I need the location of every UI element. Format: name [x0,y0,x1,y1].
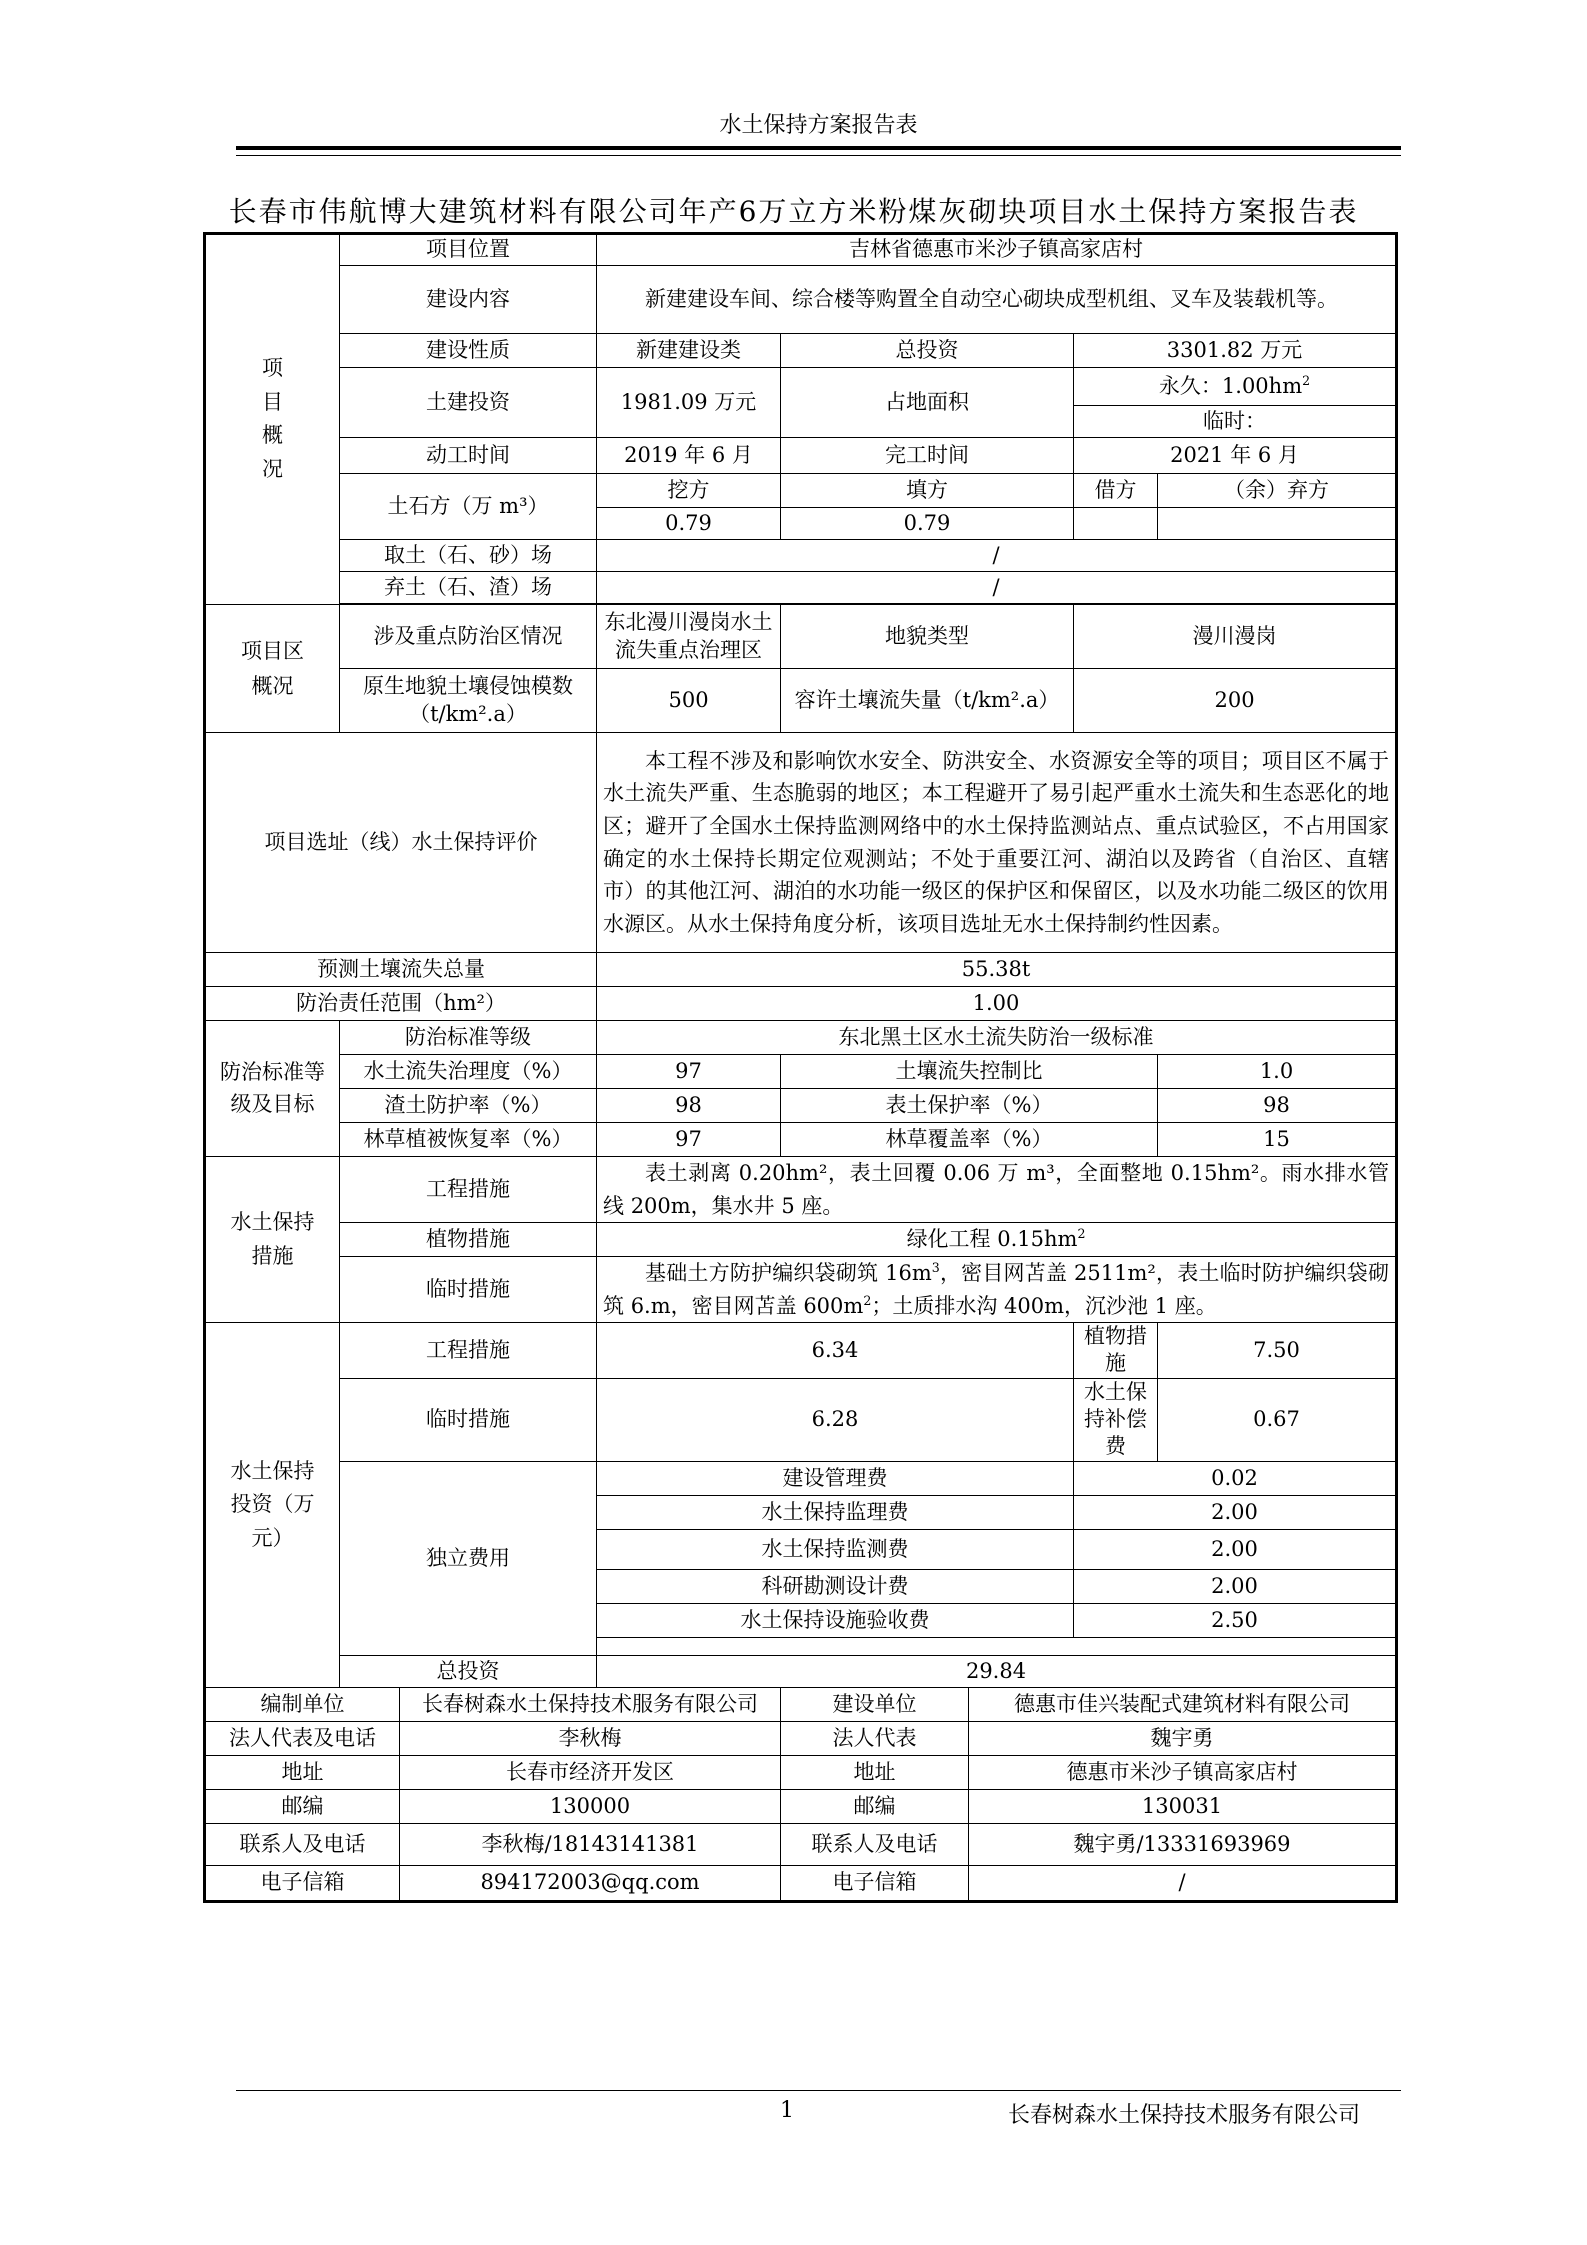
location-value: 吉林省德惠市米沙子镇高家店村 [597,234,1397,266]
investment-plant-value: 7.50 [1158,1323,1397,1379]
spoil-site-label: 弃土（石、渣）场 [340,572,597,604]
area-group-label: 项目区概况 [205,605,340,733]
engineering-measures-label: 工程措施 [340,1157,597,1223]
land-area-permanent: 永久：$1.00hm^2$ [1074,368,1397,406]
total-investment-label: 总投资 [781,334,1074,368]
independent-cost-value: 0.02 [1074,1461,1397,1495]
target-label: 林草覆盖率（%） [781,1123,1158,1157]
landform-label: 地貌类型 [781,605,1074,669]
erosion-modulus-label: 原生地貌土壤侵蚀模数（t/km².a） [340,669,597,733]
footer-company: 长春树森水土保持技术服务有限公司 [1007,2103,1360,2128]
target-value: 97 [597,1055,781,1089]
contact-label: 法人代表及电话 [205,1721,400,1755]
spoil-site-value: / [597,572,1397,604]
target-value: 98 [1158,1089,1397,1123]
standard-grade-value: 东北黑土区水土流失防治一级标准 [597,1021,1397,1055]
site-evaluation-text: 本工程不涉及和影响饮水安全、防洪安全、水资源安全等的项目；项目区不属于水土流失严重、生态脆弱的地区；本工程避开了易引起严重水土流失和生态恶化的地区；避开了全国水土保持监测网络中的水土保持监测站点、重点试验区，不占用国家确定的水土保持长期定位观测站；不处于重要江河、湖泊以及跨省（自治区、直辖市）的其他江河、湖泊的水功能一级区的保护区和保留区，以及水功能二级区的饮用水源区。从水土保持角度分析，该项目选址无水土保持制约性因素。 [597,733,1397,953]
key-zone-label: 涉及重点防治区情况 [340,605,597,669]
header-rule-thick [236,146,1401,150]
contact-value: 长春树森水土保持技术服务有限公司 [400,1687,781,1721]
overview-group-label: 项目概况 [205,234,340,605]
borrow-site-label: 取土（石、砂）场 [340,540,597,572]
predicted-loss-label: 预测土壤流失总量 [205,953,597,987]
total-investment-sum-label: 总投资 [340,1655,597,1687]
page-header: 水土保持方案报告表 [719,113,918,138]
allowable-loss-label: 容许土壤流失量（t/km².a） [781,669,1074,733]
earthwork-label: 土石方（万 m³） [340,474,597,540]
investment-plant-label: 植物措施 [1074,1323,1158,1379]
contact-label: 邮编 [205,1789,400,1823]
target-value: 15 [1158,1123,1397,1157]
independent-cost-label: 科研勘测设计费 [597,1569,1074,1603]
contact-label: 法人代表 [781,1721,969,1755]
temporary-measures-label: 临时措施 [340,1257,597,1323]
contact-label: 编制单位 [205,1687,400,1721]
contact-value: 130031 [969,1789,1397,1823]
investment-engineering-label: 工程措施 [340,1323,597,1379]
target-value: 98 [597,1089,781,1123]
document-title: 长春市伟航博大建筑材料有限公司年产6万立方米粉煤灰砌块项目水土保持方案报告表 [228,195,1359,228]
site-evaluation-label: 项目选址（线）水土保持评价 [205,733,597,953]
plant-measures-label: 植物措施 [340,1223,597,1257]
target-value: 1.0 [1158,1055,1397,1089]
independent-cost-value: 2.50 [1074,1603,1397,1637]
contact-value: 德惠市米沙子镇高家店村 [969,1755,1397,1789]
target-label: 表土保护率（%） [781,1089,1158,1123]
allowable-loss-value: 200 [1074,669,1397,733]
header-rule-thin [236,155,1401,156]
target-label: 土壤流失控制比 [781,1055,1158,1089]
footer-rule [236,2090,1401,2091]
civil-investment-label: 土建投资 [340,368,597,438]
location-label: 项目位置 [340,234,597,266]
engineering-measures-text: 表土剥离 0.20hm²，表土回覆 0.06 万 m³，全面整地 0.15hm²。雨水排水管线 200m，集水井 5 座。 [597,1157,1397,1223]
independent-cost-label: 水土保持监理费 [597,1495,1074,1529]
contact-value: 李秋梅/18143141381 [400,1823,781,1865]
contact-label: 联系人及电话 [781,1823,969,1865]
land-area-temporary: 临时： [1074,406,1397,438]
contact-value: 894172003@qq.com [400,1865,781,1901]
contact-label: 地址 [205,1755,400,1789]
key-zone-value: 东北漫川漫岗水土流失重点治理区 [597,605,781,669]
investment-engineering-value: 6.34 [597,1323,1074,1379]
measures-group-label: 水土保持措施 [205,1157,340,1323]
independent-cost-label: 水土保持设施验收费 [597,1603,1074,1637]
contact-label: 电子信箱 [781,1865,969,1901]
contact-label: 联系人及电话 [205,1823,400,1865]
start-time-value: 2019 年 6 月 [597,438,781,474]
nature-value: 新建建设类 [597,334,781,368]
contact-label: 邮编 [781,1789,969,1823]
independent-cost-value: 2.00 [1074,1495,1397,1529]
earthwork-header-spoil: （余）弃方 [1158,474,1397,508]
compensation-fee-value: 0.67 [1158,1378,1397,1461]
plant-measures-text: 绿化工程 $0.15hm^2$ [597,1223,1397,1257]
total-investment-value: 3301.82 万元 [1074,334,1397,368]
target-label: 林草植被恢复率（%） [340,1123,597,1157]
standard-grade-label: 防治标准等级 [340,1021,597,1055]
temporary-measures-text: 基础土方防护编织袋砌筑 $16m^3$，密目网苫盖 2511m²，表土临时防护编织袋砌筑 6.m，密目网苫盖 $600m^2$；土质排水沟 400m，沉沙池 1 座。 [597,1257,1397,1323]
target-label: 渣土防护率（%） [340,1089,597,1123]
contact-value: 德惠市佳兴装配式建筑材料有限公司 [969,1687,1397,1721]
responsibility-range-value: 1.00 [597,987,1397,1021]
content-value: 新建建设车间、综合楼等购置全自动空心砌块成型机组、叉车及装载机等。 [597,266,1397,334]
contact-label: 建设单位 [781,1687,969,1721]
independent-costs-label: 独立费用 [340,1461,597,1655]
responsibility-range-label: 防治责任范围（hm²） [205,987,597,1021]
independent-cost-label: 建设管理费 [597,1461,1074,1495]
earthwork-value-cut: 0.79 [597,508,781,540]
predicted-loss-value: 55.38t [597,953,1397,987]
earthwork-value-spoil [1158,508,1397,540]
contact-value: 长春市经济开发区 [400,1755,781,1789]
earthwork-header-borrow: 借方 [1074,474,1158,508]
contact-value: 魏宇勇/13331693969 [969,1823,1397,1865]
end-time-label: 完工时间 [781,438,1074,474]
target-label: 水土流失治理度（%） [340,1055,597,1089]
contact-value: 李秋梅 [400,1721,781,1755]
land-area-label: 占地面积 [781,368,1074,438]
earthwork-value-fill: 0.79 [781,508,1074,540]
earthwork-header-fill: 填方 [781,474,1074,508]
investment-temporary-label: 临时措施 [340,1378,597,1461]
start-time-label: 动工时间 [340,438,597,474]
borrow-site-value: / [597,540,1397,572]
independent-cost-value: 2.00 [1074,1569,1397,1603]
total-investment-sum-value: 29.84 [597,1655,1397,1687]
compensation-fee-label: 水土保持补偿费 [1074,1378,1158,1461]
contact-value: 130000 [400,1789,781,1823]
end-time-value: 2021 年 6 月 [1074,438,1397,474]
page-number: 1 [780,2098,794,2123]
report-table [203,232,1398,1903]
contact-value: 魏宇勇 [969,1721,1397,1755]
earthwork-value-borrow [1074,508,1158,540]
standard-group-label: 防治标准等级及目标 [205,1021,340,1157]
earthwork-header-cut: 挖方 [597,474,781,508]
contact-value: / [969,1865,1397,1901]
nature-label: 建设性质 [340,334,597,368]
contact-label: 地址 [781,1755,969,1789]
content-label: 建设内容 [340,266,597,334]
target-value: 97 [597,1123,781,1157]
contact-label: 电子信箱 [205,1865,400,1901]
investment-temporary-value: 6.28 [597,1378,1074,1461]
erosion-modulus-value: 500 [597,669,781,733]
independent-cost-label: 水土保持监测费 [597,1529,1074,1569]
civil-investment-value: 1981.09 万元 [597,368,781,438]
independent-cost-value: 2.00 [1074,1529,1397,1569]
landform-value: 漫川漫岗 [1074,605,1397,669]
investment-group-label: 水土保持投资（万元） [205,1323,340,1687]
